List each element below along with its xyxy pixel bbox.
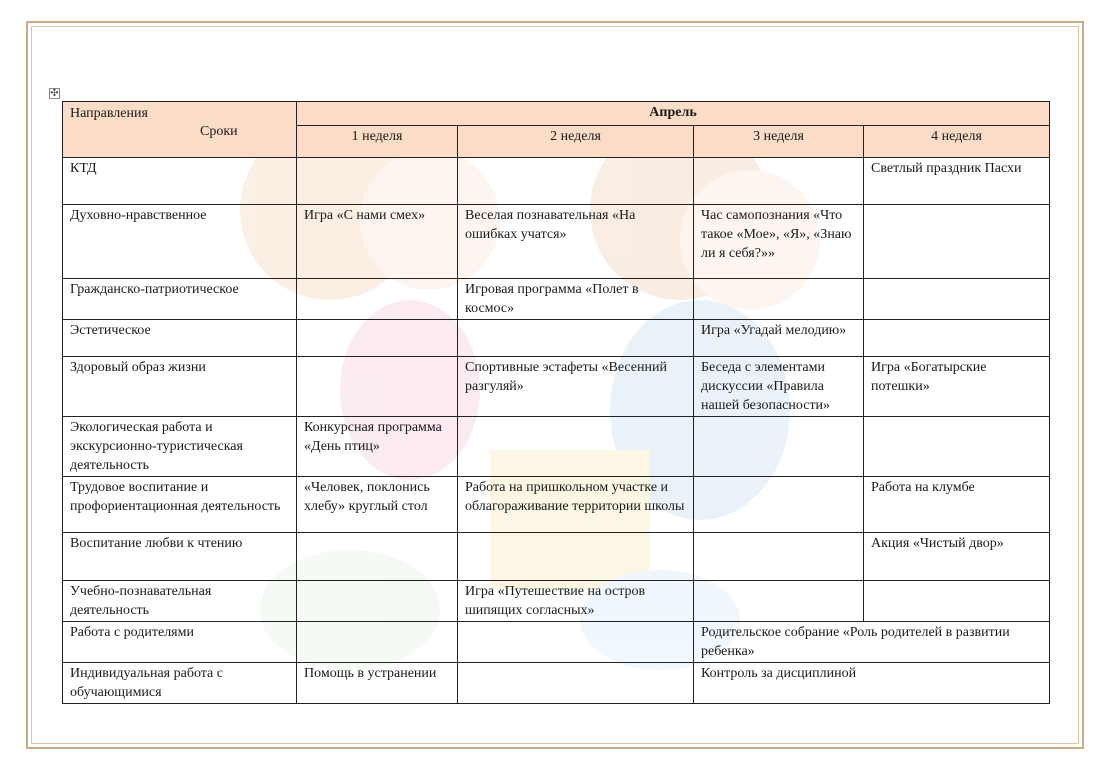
week-header-3: 3 неделя <box>694 126 864 158</box>
cell-week1 <box>297 357 458 417</box>
cell-week1: Игра «С нами смех» <box>297 205 458 279</box>
dates-label: Сроки <box>200 124 238 139</box>
row-label: КТД <box>63 158 297 205</box>
direction-label: Направления <box>70 106 148 121</box>
cell-week3-4: Родительское собрание «Роль родителей в развитии ребенка» <box>694 622 1050 663</box>
cell-week4 <box>864 417 1050 477</box>
cell-week1 <box>297 320 458 357</box>
row-label: Экологическая работа и экскурсионно-туристическая деятельность <box>63 417 297 477</box>
cell-week1 <box>297 622 458 663</box>
cell-week2: Веселая познавательная «На ошибках учатся» <box>458 205 694 279</box>
text-cursor <box>1049 408 1050 426</box>
cell-week4 <box>864 581 1050 622</box>
cell-week2 <box>458 320 694 357</box>
row-label: Гражданско-патриотическое <box>63 279 297 320</box>
plan-table <box>62 101 1050 704</box>
week-header-4: 4 неделя <box>864 126 1050 158</box>
cell-week2: Спортивные эстафеты «Весенний разгуляй» <box>458 357 694 417</box>
cell-week3 <box>694 581 864 622</box>
week-header-1: 1 неделя <box>297 126 458 158</box>
cell-week3 <box>694 533 864 581</box>
row-label: Воспитание любви к чтению <box>63 533 297 581</box>
header-corner-cell <box>63 102 297 158</box>
cell-week4: Работа на клумбе <box>864 477 1050 533</box>
cell-week1: Конкурсная программа «День птиц» <box>297 417 458 477</box>
row-label: Духовно-нравственное <box>63 205 297 279</box>
cell-week1 <box>297 158 458 205</box>
cell-week4: Игра «Богатырские потешки» <box>864 357 1050 417</box>
cell-week3 <box>694 158 864 205</box>
cell-week1 <box>297 581 458 622</box>
row-label: Индивидуальная работа с обучающимися <box>63 663 297 704</box>
table-move-icon[interactable]: ✣ <box>50 88 59 99</box>
cell-week4: Акция «Чистый двор» <box>864 533 1050 581</box>
week-header-2: 2 неделя <box>458 126 694 158</box>
table-row <box>63 320 1050 357</box>
cell-week3-4: Контроль за дисциплиной <box>694 663 1050 704</box>
table-row <box>63 158 1050 205</box>
table-row <box>63 581 1050 622</box>
table-row <box>63 357 1050 417</box>
table-row <box>63 205 1050 279</box>
cell-week2 <box>458 533 694 581</box>
cell-week2 <box>458 622 694 663</box>
cell-week2 <box>458 663 694 704</box>
cell-week2: Работа на пришкольном участке и облагораживание территории школы <box>458 477 694 533</box>
month-header: Апрель <box>297 102 1050 126</box>
cell-week2 <box>458 158 694 205</box>
cell-week1: Помощь в устранении <box>297 663 458 704</box>
cell-week3 <box>694 279 864 320</box>
cell-week2 <box>458 417 694 477</box>
cell-week3 <box>694 477 864 533</box>
table-row <box>63 279 1050 320</box>
cell-week1 <box>297 533 458 581</box>
cell-week4 <box>864 320 1050 357</box>
table-row <box>63 477 1050 533</box>
row-label: Эстетическое <box>63 320 297 357</box>
cell-week2: Игра «Путешествие на остров шипящих согласных» <box>458 581 694 622</box>
row-label: Здоровый образ жизни <box>63 357 297 417</box>
row-label: Учебно-познавательная деятельность <box>63 581 297 622</box>
cell-week2: Игровая программа «Полет в космос» <box>458 279 694 320</box>
cell-week3: Беседа с элементами дискуссии «Правила нашей безопасности» <box>694 357 864 417</box>
cell-week4 <box>864 205 1050 279</box>
header-row-month <box>63 102 1050 126</box>
cell-week1 <box>297 279 458 320</box>
cell-week3: Игра «Угадай мелодию» <box>694 320 864 357</box>
table-row <box>63 622 1050 663</box>
cell-week4: Светлый праздник Пасхи <box>864 158 1050 205</box>
row-label: Работа с родителями <box>63 622 297 663</box>
cell-week1: «Человек, поклонись хлебу» круглый стол <box>297 477 458 533</box>
table-row <box>63 663 1050 704</box>
row-label: Трудовое воспитание и профориентационная деятельность <box>63 477 297 533</box>
cell-week4 <box>864 279 1050 320</box>
table-row <box>63 533 1050 581</box>
table-row <box>63 417 1050 477</box>
cell-week3 <box>694 417 864 477</box>
cell-week3: Час самопознания «Что такое «Мое», «Я», «Знаю ли я себя?»» <box>694 205 864 279</box>
